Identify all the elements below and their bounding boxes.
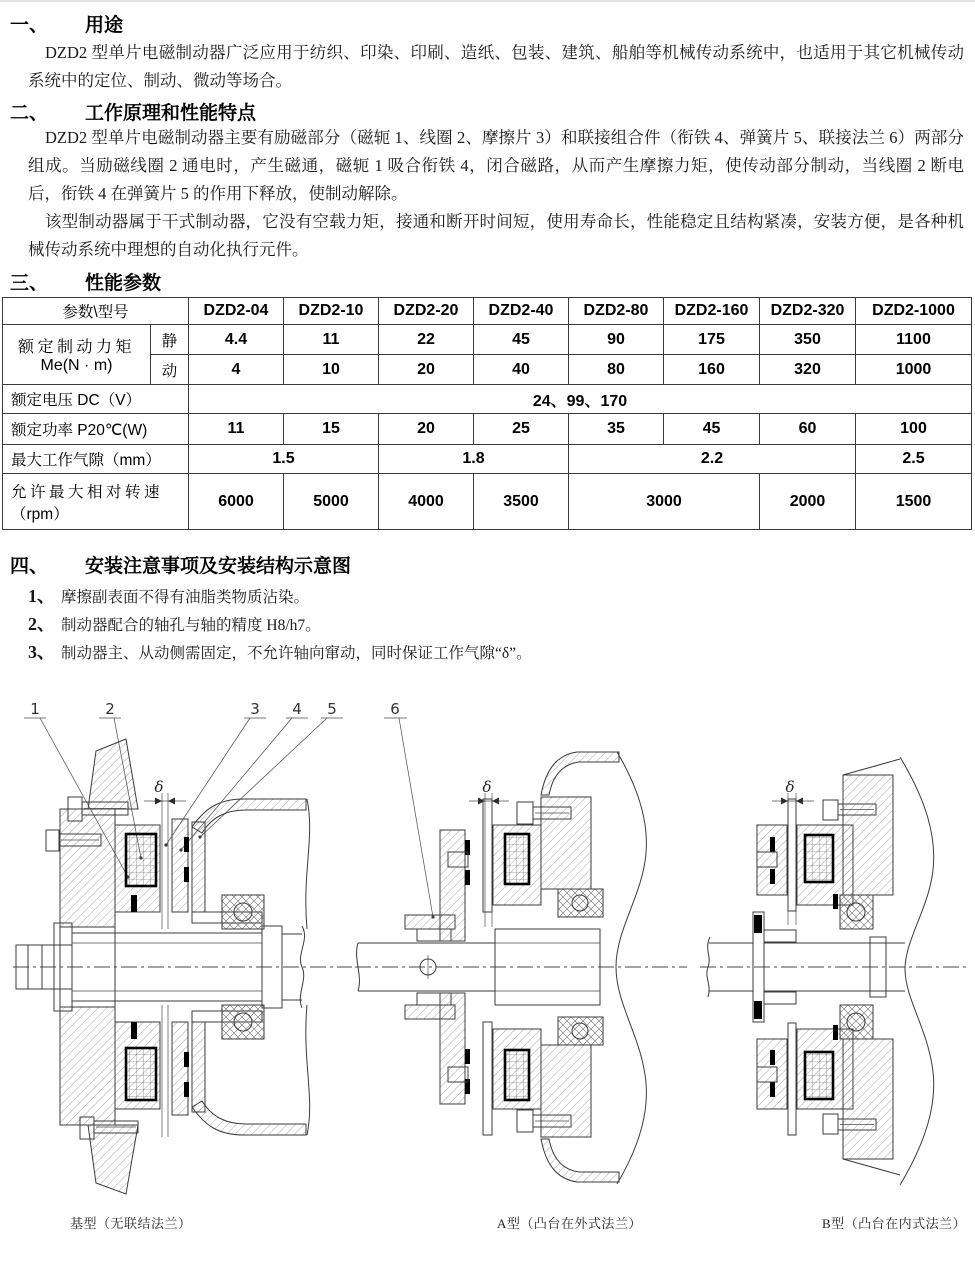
torque-static-row [3,325,972,355]
voltage-value: 24、99、170 [189,385,972,414]
install-note-3 [28,638,532,664]
install-note-2 [28,610,321,636]
callout-1: 1 [30,700,40,718]
section-2-body [28,124,964,264]
value-cell: 4.4 [189,325,284,355]
value-cell: 3000 [569,474,760,530]
caption-a-type: A型（凸台在外式法兰） [497,1216,642,1231]
callout-3: 3 [250,700,260,718]
value-cell: 2000 [760,474,856,530]
value-cell: 160 [664,355,760,385]
item-text: 制动器主、从动侧需固定，不允许轴向窜动，同时保证工作气隙“δ”。 [61,645,532,662]
section-2-number: 二、 [10,103,49,124]
item-number: 1、 [28,586,55,606]
section-1-title: 用途 [85,15,124,36]
caption-base-type: 基型（无联结法兰） [70,1216,192,1231]
value-cell: 175 [664,325,760,355]
value-cell: 6000 [189,474,284,530]
callout-5: 5 [327,700,337,718]
model-header: DZD2-1000 [856,298,972,325]
value-cell: 350 [760,325,856,355]
value-cell: 1.5 [189,445,379,474]
section-3-heading [10,268,161,295]
model-header: DZD2-160 [664,298,760,325]
section-3-number: 三、 [10,273,49,294]
diagram-b-type [700,697,975,1194]
voltage-label: 额定电压 DC（V） [3,385,189,414]
value-cell: 11 [284,325,379,355]
value-cell: 20 [379,355,474,385]
speed-label-line2: （rpm） [11,505,69,523]
item-number: 2、 [28,614,55,634]
value-cell: 22 [379,325,474,355]
value-cell: 2.2 [569,445,856,474]
section-3-title: 性能参数 [85,273,162,294]
model-header: DZD2-20 [379,298,474,325]
voltage-row [3,385,972,414]
frame-plate [541,752,646,1184]
value-cell: 80 [569,355,664,385]
value-cell: 2.5 [856,445,972,474]
callout-4: 4 [292,700,302,718]
value-cell: 3500 [474,474,569,530]
value-cell: 11 [189,414,284,445]
torque-label-line1: 额定制动力矩 [17,339,135,356]
performance-parameters-table [2,297,972,530]
gap-label: 最大工作气隙（mm） [3,445,189,474]
diagram-base-type [10,697,355,1194]
value-cell: 5000 [284,474,379,530]
value-cell: 35 [569,414,664,445]
value-cell: 100 [856,414,972,445]
model-header: DZD2-04 [189,298,284,325]
value-cell: 40 [474,355,569,385]
item-text: 摩擦副表面不得有油脂类物质沾染。 [61,589,310,606]
callout-2: 2 [105,700,115,718]
value-cell: 25 [474,414,569,445]
speed-label-line1: 允许最大相对转速 [11,483,164,501]
delta-symbol: δ [482,778,492,796]
value-cell: 15 [284,414,379,445]
section-4-title: 安装注意事项及安装结构示意图 [85,556,352,577]
dynamic-label: 动 [151,355,189,385]
value-cell: 1.8 [379,445,569,474]
paragraph: DZD2 型单片电磁制动器主要有励磁部分（磁轭 1、线圈 2、摩擦片 3）和联接组合件（衔铁 4、弹簧片 5、联接法兰 6）两部分组成。当励磁线圈 2 通电时，产生磁通，磁轭 1 吸合衔铁 4，闭合磁路，从而产生摩擦力矩，使传动部分制动，当线圈 2 断电后，衔铁 4 在弹簧片 5 的作用下释放，使制动解除。 [28,128,964,203]
model-header: DZD2-10 [284,298,379,325]
delta-symbol: δ [154,778,164,796]
item-number: 3、 [28,642,55,662]
value-cell: 90 [569,325,664,355]
caption-b-type: B型（凸台在内式法兰） [822,1216,967,1231]
model-header: DZD2-320 [760,298,856,325]
value-cell: 1100 [856,325,972,355]
callout-leaders [384,700,435,919]
power-label: 额定功率 P20℃(W) [3,414,189,445]
value-cell: 10 [284,355,379,385]
diagram-a-type [355,697,690,1194]
value-cell: 20 [379,414,474,445]
static-label: 静 [151,325,189,355]
section-4-number: 四、 [10,556,49,577]
section-1-heading [10,10,123,37]
install-note-1 [28,582,309,608]
value-cell: 45 [664,414,760,445]
value-cell: 320 [760,355,856,385]
value-cell: 4 [189,355,284,385]
section-2-heading [10,98,256,125]
model-header: DZD2-40 [474,298,569,325]
paragraph: DZD2 型单片电磁制动器广泛应用于纺织、印染、印刷、造纸、包装、建筑、船舶等机械传动系统中，也适用于其它机械传动系统中的定位、制动、微动等场合。 [28,43,964,90]
corner-cell: 参数\型号 [3,298,189,325]
torque-label [3,325,151,385]
air-gap-row [3,445,972,474]
max-speed-row [3,474,972,530]
torque-label-line2: Me(N · m) [40,357,113,374]
value-cell: 45 [474,325,569,355]
section-1-number: 一、 [10,15,49,36]
speed-label [3,474,189,530]
callout-6: 6 [390,700,400,718]
power-row [3,414,972,445]
table-header-row [3,298,972,325]
section-1-body [28,39,964,95]
delta-symbol: δ [785,778,795,796]
value-cell: 1500 [856,474,972,530]
section-4-heading [10,551,351,578]
model-header: DZD2-80 [569,298,664,325]
item-text: 制动器配合的轴孔与轴的精度 H8/h7。 [61,617,321,634]
section-2-title: 工作原理和性能特点 [85,103,257,124]
value-cell: 60 [760,414,856,445]
frame-plate [843,757,934,1185]
value-cell: 1000 [856,355,972,385]
paragraph: 该型制动器属于干式制动器，它没有空载力矩，接通和断开时间短，使用寿命长，性能稳定且结构紧凑，安装方便，是各种机械传动系统中理想的自动化执行元件。 [28,212,964,259]
value-cell: 4000 [379,474,474,530]
